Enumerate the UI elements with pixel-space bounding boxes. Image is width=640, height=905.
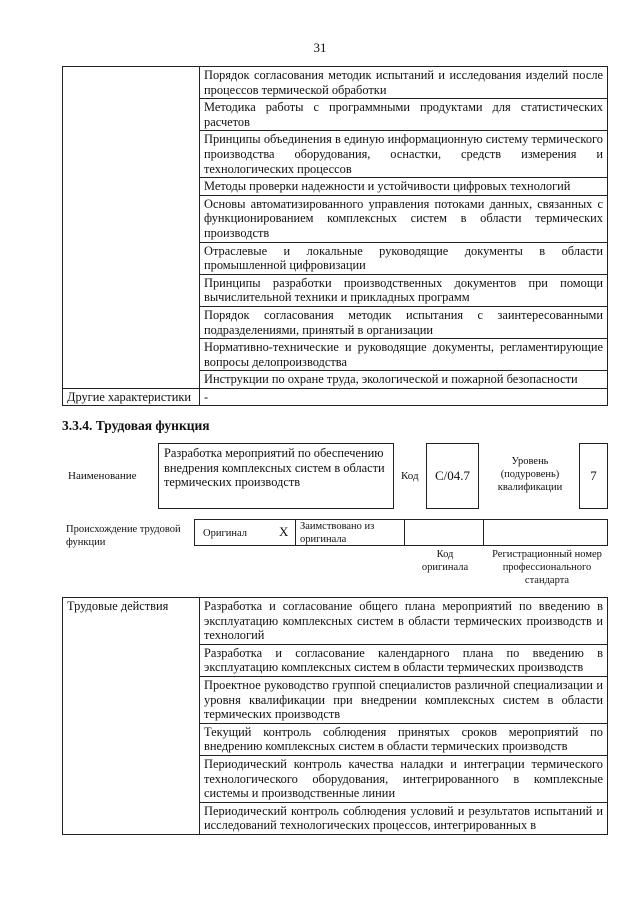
other-characteristics-label: Другие характеристики bbox=[63, 388, 200, 406]
table-row bbox=[63, 598, 608, 645]
knowledge-item: Принципы разработки производственных документов при помощи вычислительной техники и прикладных программ bbox=[200, 274, 608, 306]
qualification-level-box: 7 bbox=[579, 443, 608, 509]
original-mark: X bbox=[279, 524, 289, 539]
function-code-box: С/04.7 bbox=[426, 443, 479, 509]
labor-action-item: Периодический контроль качества наладки и интеграции термического технологического оборудования, интегрированного в комплексные системы и производственные линии bbox=[200, 755, 608, 802]
knowledge-label-cell bbox=[63, 67, 200, 389]
labor-actions-label: Трудовые действия bbox=[63, 598, 200, 835]
knowledge-item: Принципы объединения в единую информационную систему термического производства оборудования, оснастки, средств измерения и технологических процессов bbox=[200, 131, 608, 178]
knowledge-item: Порядок согласования методик испытаний и исследования изделий после процессов термической обработки bbox=[200, 67, 608, 99]
origin-row bbox=[194, 519, 608, 546]
labor-action-item: Периодический контроль соблюдения условий и результатов испытаний и исследований технологических процессов, интегрированных в bbox=[200, 802, 608, 834]
knowledge-item: Методика работы с программными продуктами для статистических расчетов bbox=[200, 99, 608, 131]
code-label: Код bbox=[401, 470, 419, 482]
code-original-caption: Код оригинала bbox=[421, 549, 469, 573]
section-title: 3.3.4. Трудовая функция bbox=[62, 418, 210, 433]
knowledge-item: Порядок согласования методик испытания с заинтересованными подразделениями, принятый в организации bbox=[200, 306, 608, 338]
knowledge-item: Инструкции по охране труда, экологической и пожарной безопасности bbox=[200, 371, 608, 389]
table-row bbox=[63, 67, 608, 99]
name-label: Наименование bbox=[68, 470, 137, 482]
knowledge-item: Основы автоматизированного управления потоками данных, связанных с функционированием комплексных систем в области термических производств bbox=[200, 195, 608, 242]
original-code-cell bbox=[404, 519, 484, 546]
borrowed-cell bbox=[295, 519, 405, 546]
registration-number-cell bbox=[483, 519, 608, 546]
table-row bbox=[63, 388, 608, 406]
original-cell bbox=[194, 519, 296, 546]
origin-label: Происхождение трудовой функции bbox=[66, 524, 181, 548]
function-name-box: Разработка мероприятий по обеспечению внедрения комплексных систем в области термических производств bbox=[158, 443, 394, 509]
level-label: Уровень (подуровень) квалификации bbox=[497, 456, 563, 493]
page-number: 31 bbox=[313, 40, 327, 55]
original-label: Оригинал bbox=[203, 528, 247, 539]
labor-action-item: Проектное руководство группой специалистов различной специализации и уровня квалификации при внедрении комплексных систем в области термических производств bbox=[200, 676, 608, 723]
knowledge-item: Отраслевые и локальные руководящие документы в области промышленной цифровизации bbox=[200, 242, 608, 274]
knowledge-item: Методы проверки надежности и устойчивости цифровых технологий bbox=[200, 178, 608, 196]
labor-action-item: Текущий контроль соблюдения принятых сроков мероприятий по внедрению комплексных систем в области термических производств bbox=[200, 723, 608, 755]
knowledge-item: Нормативно-технические и руководящие документы, регламентирующие вопросы делопроизводства bbox=[200, 339, 608, 371]
knowledge-table bbox=[62, 66, 608, 406]
labor-actions-table bbox=[62, 597, 608, 835]
other-characteristics-value: - bbox=[200, 388, 608, 406]
labor-action-item: Разработка и согласование общего плана мероприятий по введению в эксплуатацию комплексных систем в области термических производств и технологий bbox=[200, 598, 608, 645]
labor-action-item: Разработка и согласование календарного плана по введению в эксплуатацию комплексных систем в области термических производств bbox=[200, 644, 608, 676]
registration-number-caption: Регистрационный номер профессионального стандарта bbox=[492, 549, 602, 586]
borrowed-label: Заимствовано из оригинала bbox=[300, 521, 375, 545]
